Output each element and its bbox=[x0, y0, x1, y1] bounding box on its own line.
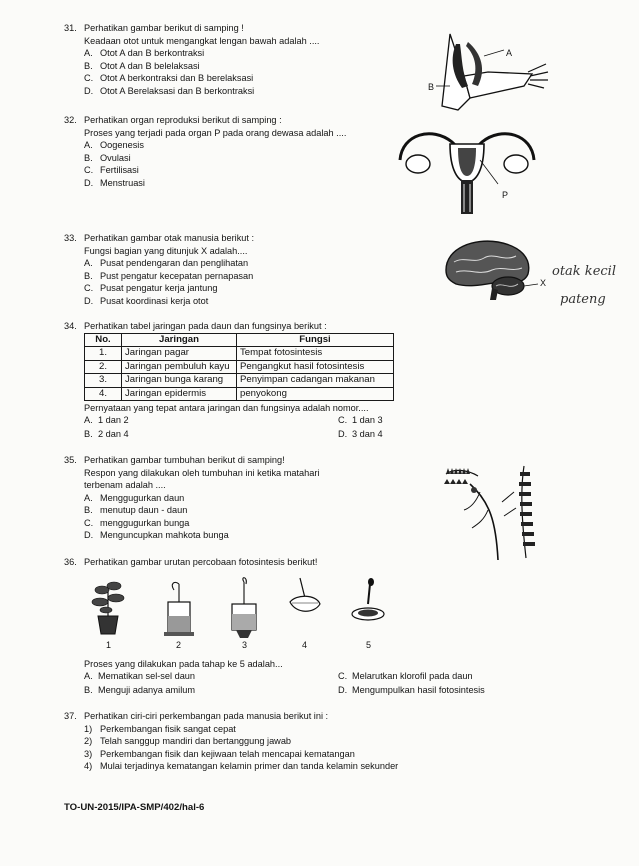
label-b: B bbox=[428, 82, 435, 92]
label-x: X bbox=[540, 278, 547, 288]
list-item: 2) Telah sanggup mandiri dan bertanggung jawab bbox=[84, 736, 292, 747]
step-label-3: 3 bbox=[242, 640, 248, 650]
question-33 bbox=[64, 232, 254, 307]
question-36-answers bbox=[64, 658, 485, 699]
step-label-1: 1 bbox=[106, 640, 112, 650]
option-d[interactable]: D. Otot A Berelaksasi dan B berkontraksi bbox=[84, 85, 255, 96]
tissue-table bbox=[84, 333, 394, 402]
question-number: 36. bbox=[64, 557, 77, 567]
arm-muscle-figure bbox=[428, 28, 558, 118]
option-a[interactable]: A. Menggugurkan daun bbox=[84, 492, 185, 503]
header-no: No. bbox=[85, 333, 122, 347]
question-text: Perhatikan ciri-ciri perkembangan pada manusia berikut ini : bbox=[84, 711, 329, 721]
option-c[interactable]: C. Fertilisasi bbox=[84, 165, 139, 176]
photosynthesis-steps-figure bbox=[84, 572, 394, 642]
option-c[interactable]: C. 1 dan 3 bbox=[338, 414, 383, 425]
question-text: Perhatikan gambar otak manusia berikut : bbox=[84, 233, 255, 243]
question-prompt: Proses yang dilakukan pada tahap ke 5 adalah... bbox=[84, 659, 283, 669]
list-item: 3) Perkembangan fisik dan kejiwaan telah mencapai kematangan bbox=[84, 748, 355, 759]
option-b[interactable]: B. 2 dan 4 bbox=[84, 428, 129, 439]
brain-figure bbox=[440, 236, 540, 302]
option-a[interactable]: A. Mematikan sel-sel daun bbox=[84, 670, 196, 681]
option-b[interactable]: B. Otot A dan B belelaksasi bbox=[84, 60, 200, 71]
step-label-5: 5 bbox=[366, 640, 372, 650]
header-fungsi: Fungsi bbox=[237, 333, 394, 347]
question-number: 34. bbox=[64, 321, 77, 331]
question-34 bbox=[64, 320, 394, 443]
question-prompt: Respon yang dilakukan oleh tumbuhan ini ketika matahari bbox=[84, 467, 320, 478]
question-prompt: Keadaan otot untuk mengangkat lengan bawah adalah .... bbox=[84, 35, 320, 46]
question-number: 32. bbox=[64, 115, 77, 125]
option-b[interactable]: B. menutup daun - daun bbox=[84, 505, 188, 516]
step-label-4: 4 bbox=[302, 640, 308, 650]
table-row: 2. Jaringan pembuluh kayu Pengangkut hasil fotosintesis bbox=[85, 360, 394, 374]
question-prompt: Proses yang terjadi pada organ P pada orang dewasa adalah .... bbox=[84, 127, 347, 138]
question-37 bbox=[64, 710, 398, 773]
table-row: 1. Jaringan pagar Tempat fotosintesis bbox=[85, 347, 394, 361]
table-header-row bbox=[85, 333, 394, 347]
option-b[interactable]: B. Pust pengatur kecepatan pernapasan bbox=[84, 270, 254, 281]
label-a: A bbox=[506, 48, 513, 58]
question-text: Perhatikan gambar berikut di samping ! bbox=[84, 23, 244, 33]
question-36 bbox=[64, 556, 317, 569]
options-row-2 bbox=[64, 684, 485, 699]
question-number: 33. bbox=[64, 233, 77, 243]
option-a[interactable]: A. Otot A dan B berkontraksi bbox=[84, 48, 205, 58]
options-row-2 bbox=[64, 429, 394, 443]
question-prompt: Fungsi bagian yang ditunjuk X adalah.... bbox=[84, 245, 248, 256]
label-p: P bbox=[502, 190, 509, 200]
list-item: 4) Mulai terjadinya kematangan kelamin primer dan tanda kelamin sekunder bbox=[84, 761, 399, 772]
option-d[interactable]: D. 3 dan 4 bbox=[338, 428, 383, 439]
handwritten-note-1: otak kecil bbox=[552, 264, 616, 279]
question-text: Perhatikan gambar urutan percobaan fotosintesis berikut! bbox=[84, 557, 318, 567]
option-b[interactable]: B. Ovulasi bbox=[84, 152, 131, 163]
step-label-2: 2 bbox=[176, 640, 182, 650]
list-item: 1) Perkembangan fisik sangat cepat bbox=[84, 723, 236, 734]
header-jaringan: Jaringan bbox=[122, 333, 237, 347]
option-d[interactable]: D. Menguncupkan mahkota bunga bbox=[84, 530, 229, 541]
option-a[interactable]: A. Pusat pendengaran dan penglihatan bbox=[84, 258, 249, 268]
option-c[interactable]: C. Melarutkan klorofil pada daun bbox=[338, 670, 473, 681]
mimosa-plant-figure bbox=[440, 462, 550, 562]
handwritten-note-2: pateng bbox=[560, 292, 606, 307]
option-c[interactable]: C. Pusat pengatur kerja jantung bbox=[84, 283, 218, 294]
question-text: Perhatikan gambar tumbuhan berikut di samping! bbox=[84, 455, 285, 465]
option-d[interactable]: D. Menstruasi bbox=[84, 177, 145, 188]
question-prompt: Pernyataan yang tepat antara jaringan dan fungsinya adalah nomor.... bbox=[84, 403, 369, 413]
table-row: 3. Jaringan bunga karang Penyimpan cadangan makanan bbox=[85, 374, 394, 388]
option-c[interactable]: C. menggugurkan bunga bbox=[84, 517, 190, 528]
question-text: Perhatikan tabel jaringan pada daun dan fungsinya berikut : bbox=[84, 321, 327, 331]
question-32 bbox=[64, 114, 346, 189]
uterus-figure bbox=[392, 120, 542, 220]
option-d[interactable]: D. Pusat koordinasi kerja otot bbox=[84, 295, 209, 306]
question-number: 35. bbox=[64, 455, 77, 465]
option-a[interactable]: A. Oogenesis bbox=[84, 140, 144, 150]
question-35 bbox=[64, 454, 319, 542]
options-row-1 bbox=[64, 670, 473, 685]
question-text: Perhatikan organ reproduksi berikut di samping : bbox=[84, 115, 282, 125]
question-prompt-cont: terbenam adalah .... bbox=[84, 480, 166, 490]
question-number: 31. bbox=[64, 23, 77, 33]
option-c[interactable]: C. Otot A berkontraksi dan B berelaksasi bbox=[84, 73, 254, 84]
option-b[interactable]: B. Menguji adanya amilum bbox=[84, 684, 196, 695]
option-d[interactable]: D. Mengumpulkan hasil fotosintesis bbox=[338, 684, 485, 695]
question-31 bbox=[64, 22, 319, 97]
page-footer: TO-UN-2015/IPA-SMP/402/hal-6 bbox=[64, 802, 205, 813]
question-number: 37. bbox=[64, 711, 77, 721]
options-row-1 bbox=[64, 415, 394, 429]
option-a[interactable]: A. 1 dan 2 bbox=[84, 414, 129, 425]
table-row: 4. Jaringan epidermis penyokong bbox=[85, 387, 394, 401]
